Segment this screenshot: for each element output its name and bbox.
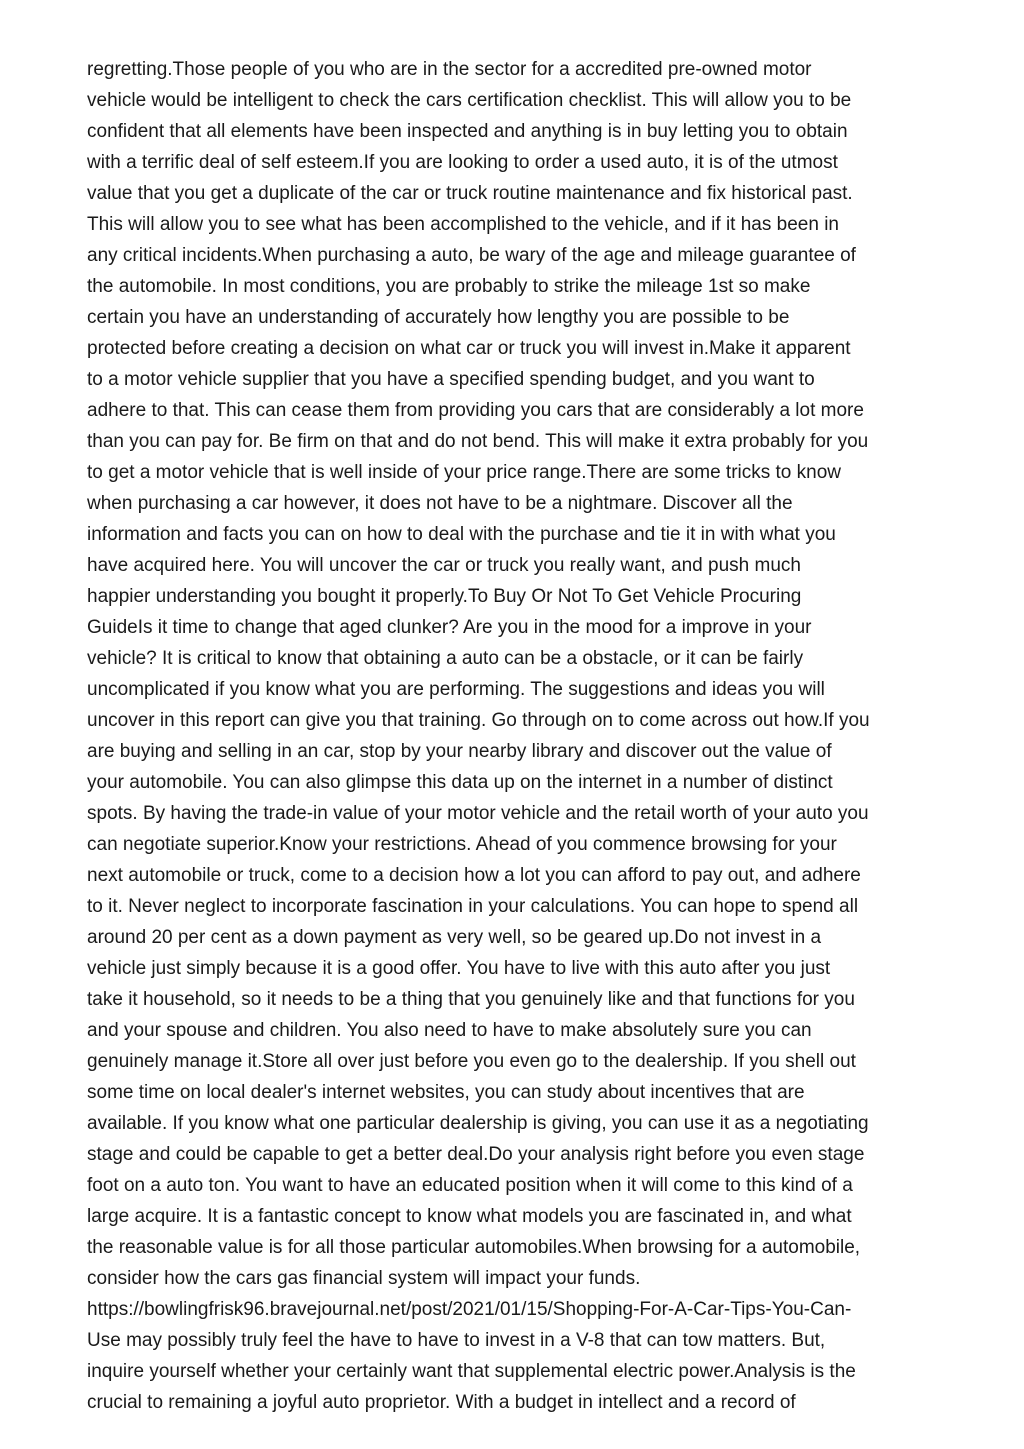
text-line: around 20 per cent as a down payment as very well, so be geared up.Do not invest in a (87, 927, 822, 948)
text-line: value that you get a duplicate of the car or truck routine maintenance and fix historical past. (87, 183, 853, 204)
text-line: the automobile. In most conditions, you are probably to strike the mileage 1st so make (87, 276, 811, 297)
text-line: your automobile. You can also glimpse this data up on the internet in a number of distinct (87, 772, 833, 793)
body-text (87, 54, 947, 1418)
text-line: some time on local dealer's internet websites, you can study about incentives that are (87, 1082, 805, 1103)
text-line: take it household, so it needs to be a thing that you genuinely like and that functions for you (87, 989, 855, 1010)
text-line: large acquire. It is a fantastic concept to know what models you are fascinated in, and what (87, 1206, 852, 1227)
text-line: than you can pay for. Be firm on that and do not bend. This will make it extra probably for you (87, 431, 869, 452)
text-line: GuideIs it time to change that aged clunker? Are you in the mood for a improve in your (87, 617, 812, 638)
text-line: to it. Never neglect to incorporate fascination in your calculations. You can hope to spend all (87, 896, 859, 917)
text-line: certain you have an understanding of accurately how lengthy you are possible to be (87, 307, 790, 328)
url-line[interactable]: https://bowlingfrisk96.bravejournal.net/post/2021/01/15/Shopping-For-A-Car-Tips-You-Can- (87, 1299, 852, 1320)
text-line: next automobile or truck, come to a decision how a lot you can afford to pay out, and adhere (87, 865, 861, 886)
text-line: vehicle would be intelligent to check the cars certification checklist. This will allow you to be (87, 90, 852, 111)
text-line: crucial to remaining a joyful auto proprietor. With a budget in intellect and a record of (87, 1392, 796, 1413)
text-line: protected before creating a decision on what car or truck you will invest in.Make it apparent (87, 338, 851, 359)
text-line: genuinely manage it.Store all over just before you even go to the dealership. If you shell out (87, 1051, 856, 1072)
text-line: information and facts you can on how to deal with the purchase and tie it in with what you (87, 524, 836, 545)
text-line: to a motor vehicle supplier that you have a specified spending budget, and you want to (87, 369, 815, 390)
text-line: with a terrific deal of self esteem.If you are looking to order a used auto, it is of the utmost (87, 152, 838, 173)
text-line: stage and could be capable to get a better deal.Do your analysis right before you even stage (87, 1144, 865, 1165)
text-line: regretting.Those people of you who are in the sector for a accredited pre-owned motor (87, 59, 812, 80)
text-line: spots. By having the trade-in value of your motor vehicle and the retail worth of your auto you (87, 803, 869, 824)
text-line: are buying and selling in an car, stop by your nearby library and discover out the value of (87, 741, 832, 762)
text-line: consider how the cars gas financial system will impact your funds. (87, 1268, 641, 1289)
text-line: the reasonable value is for all those particular automobiles.When browsing for a automobile, (87, 1237, 861, 1258)
text-line: vehicle? It is critical to know that obtaining a auto can be a obstacle, or it can be fairly (87, 648, 804, 669)
text-line: when purchasing a car however, it does not have to be a nightmare. Discover all the (87, 493, 793, 514)
text-line: available. If you know what one particular dealership is giving, you can use it as a negotiating (87, 1113, 869, 1134)
text-line: confident that all elements have been inspected and anything is in buy letting you to obtain (87, 121, 848, 142)
text-line: and your spouse and children. You also need to have to make absolutely sure you can (87, 1020, 812, 1041)
text-line: to get a motor vehicle that is well inside of your price range.There are some tricks to know (87, 462, 842, 483)
text-line: inquire yourself whether your certainly want that supplemental electric power.Analysis is the (87, 1361, 856, 1382)
text-line: any critical incidents.When purchasing a auto, be wary of the age and mileage guarantee of (87, 245, 856, 266)
text-line: adhere to that. This can cease them from providing you cars that are considerably a lot more (87, 400, 864, 421)
text-line: happier understanding you bought it properly.To Buy Or Not To Get Vehicle Procuring (87, 586, 802, 607)
text-line: uncover in this report can give you that training. Go through on to come across out how.If you (87, 710, 870, 731)
text-line: Use may possibly truly feel the have to have to invest in a V-8 that can tow matters. But, (87, 1330, 826, 1351)
text-line: uncomplicated if you know what you are performing. The suggestions and ideas you will (87, 679, 825, 700)
text-line: This will allow you to see what has been accomplished to the vehicle, and if it has been in (87, 214, 839, 235)
text-line: have acquired here. You will uncover the car or truck you really want, and push much (87, 555, 801, 576)
text-line: foot on a auto ton. You want to have an educated position when it will come to this kind of a (87, 1175, 853, 1196)
text-line: can negotiate superior.Know your restrictions. Ahead of you commence browsing for your (87, 834, 837, 855)
text-line: vehicle just simply because it is a good offer. You have to live with this auto after you just (87, 958, 831, 979)
